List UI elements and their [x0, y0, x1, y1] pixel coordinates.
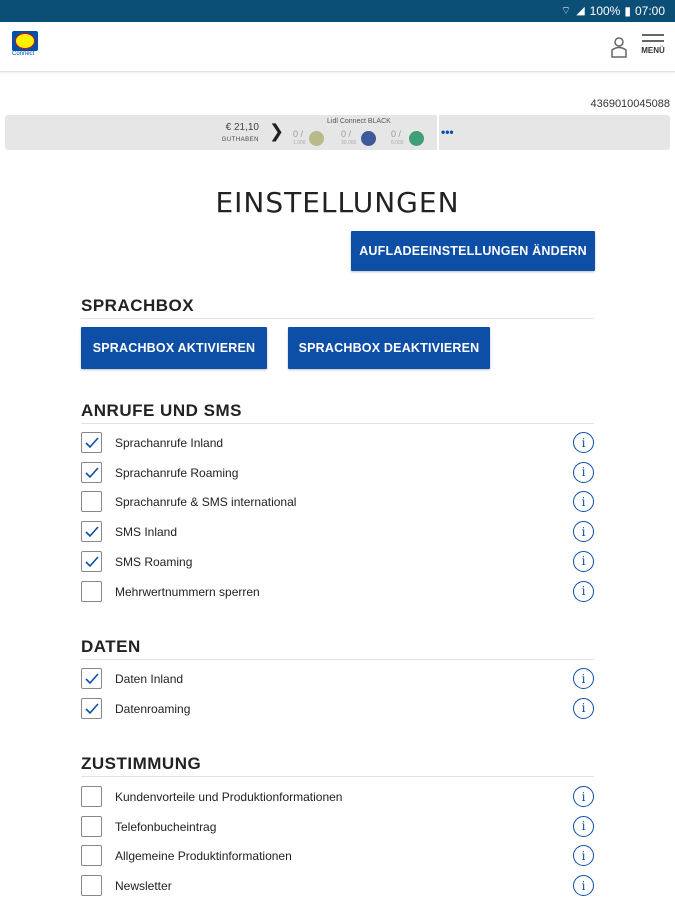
checkbox-checked[interactable] [81, 432, 102, 453]
checkmark-icon [84, 671, 100, 687]
meter-limit: 6.000 [391, 140, 404, 146]
checkbox-unchecked[interactable] [81, 491, 102, 512]
change-top-up-settings-button[interactable]: AUFLADEEINSTELLUNGEN ÄNDERN [351, 231, 595, 271]
meter-dot [309, 131, 324, 146]
checkmark-icon [84, 435, 100, 451]
menu-label: MENÜ [641, 46, 665, 55]
tariff-name: Lidl Connect BLACK [327, 118, 391, 125]
checkmark-icon [84, 554, 100, 570]
option-row[interactable] [81, 698, 596, 722]
option-label: SMS Roaming [115, 554, 193, 569]
info-icon[interactable]: i [573, 462, 594, 483]
info-icon[interactable]: i [573, 491, 594, 512]
meter-value: 0 / [391, 129, 402, 139]
info-icon[interactable]: i [573, 521, 594, 542]
checkbox-unchecked[interactable] [81, 581, 102, 602]
meter-value: 0 / [341, 129, 352, 139]
option-label: Allgemeine Produktinformationen [115, 849, 292, 864]
user-account-icon[interactable] [610, 36, 628, 58]
option-row[interactable] [81, 816, 596, 840]
info-icon[interactable]: i [573, 786, 594, 807]
balance-label: GUTHABEN [221, 137, 259, 143]
section-title-voicemail: SPRACHBOX [81, 296, 195, 315]
activate-voicemail-button[interactable]: SPRACHBOX AKTIVIEREN [81, 327, 267, 369]
option-label: Sprachanrufe & SMS international [115, 495, 297, 510]
checkbox-checked[interactable] [81, 551, 102, 572]
info-icon[interactable]: i [573, 668, 594, 689]
option-row[interactable] [81, 845, 596, 869]
option-row[interactable] [81, 786, 596, 810]
option-row[interactable] [81, 491, 596, 515]
clock: 07:00 [634, 4, 665, 18]
meter-dot [361, 131, 376, 146]
signal-icon: ⌔ ◢ [560, 5, 586, 17]
option-row[interactable] [81, 521, 596, 545]
checkbox-unchecked[interactable] [81, 875, 102, 896]
checkbox-checked[interactable] [81, 668, 102, 689]
status-bar [0, 0, 675, 22]
info-icon[interactable]: i [573, 432, 594, 453]
option-label: Datenroaming [115, 701, 191, 716]
option-label: Kundenvorteile und Produktionformationen [115, 790, 343, 804]
option-row[interactable] [81, 462, 596, 486]
section-title-calls: ANRUFE UND SMS [81, 401, 242, 420]
app-header [0, 22, 675, 72]
divider [81, 659, 594, 660]
checkbox-checked[interactable] [81, 462, 102, 483]
option-row[interactable] [81, 875, 596, 899]
checkmark-icon [84, 524, 100, 540]
option-label: Sprachanrufe Roaming [115, 465, 239, 480]
option-row[interactable] [81, 551, 596, 575]
option-label: SMS Inland [115, 525, 178, 540]
option-row[interactable] [81, 668, 596, 692]
info-icon[interactable]: i [573, 845, 594, 866]
option-label: Telefonbucheintrag [115, 819, 217, 834]
meter-value: 0 / [293, 129, 304, 139]
checkbox-checked[interactable] [81, 521, 102, 542]
option-row[interactable] [81, 432, 596, 456]
divider [81, 776, 594, 777]
menu-button[interactable] [640, 34, 666, 62]
option-row[interactable] [81, 581, 596, 605]
checkmark-icon [84, 465, 100, 481]
checkbox-unchecked[interactable] [81, 786, 102, 807]
meter-limit: 1.000 [293, 140, 306, 146]
checkmark-icon [84, 701, 100, 717]
divider [81, 318, 594, 319]
logo-subtitle: Connect [12, 51, 35, 57]
section-title-consent: ZUSTIMMUNG [81, 754, 202, 773]
balance-amount: € 21,10 [225, 122, 259, 133]
info-icon[interactable]: i [573, 551, 594, 572]
usage-meter-2 [341, 129, 381, 147]
checkbox-unchecked[interactable] [81, 845, 102, 866]
option-label: Daten Inland [115, 672, 184, 686]
info-icon[interactable]: i [573, 698, 594, 719]
phone-number: 4369010045088 [590, 98, 670, 110]
usage-meter-3 [391, 129, 431, 147]
more-options-icon[interactable]: ••• [441, 125, 454, 139]
battery-level: 100% [589, 4, 621, 18]
page-title: EINSTELLUNGEN [215, 186, 460, 219]
deactivate-voicemail-button[interactable]: SPRACHBOX DEAKTIVIEREN [288, 327, 490, 369]
battery-icon: ▮ [624, 4, 631, 18]
section-title-data: DATEN [81, 637, 141, 656]
checkbox-checked[interactable] [81, 698, 102, 719]
chevron-right-icon[interactable]: ❯ [269, 121, 285, 141]
meter-limit: 30.000 [341, 140, 357, 146]
info-icon[interactable]: i [573, 581, 594, 602]
lidl-connect-logo[interactable] [12, 31, 38, 57]
option-label: Mehrwertnummern sperren [115, 584, 260, 599]
option-label: Newsletter [115, 879, 172, 894]
divider [437, 115, 439, 150]
option-label: Sprachanrufe Inland [115, 436, 224, 450]
usage-meter-1 [293, 129, 333, 147]
meter-dot [409, 131, 424, 146]
info-icon[interactable]: i [573, 875, 594, 896]
balance-strip[interactable] [5, 115, 670, 150]
divider [81, 423, 594, 424]
info-icon[interactable]: i [573, 816, 594, 837]
checkbox-unchecked[interactable] [81, 816, 102, 837]
